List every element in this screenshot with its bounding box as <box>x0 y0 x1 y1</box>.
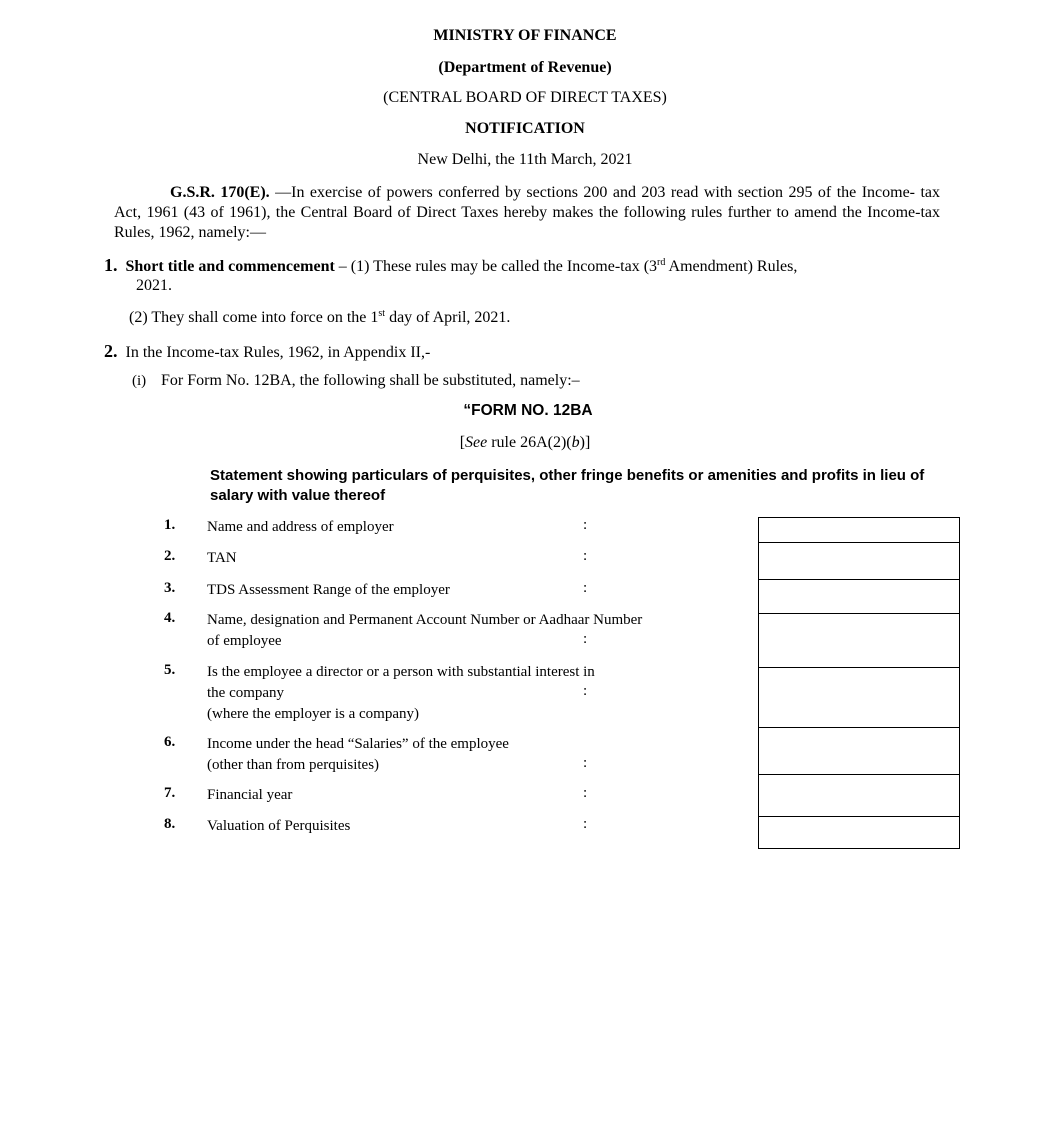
form-item-label-line: Income under the head “Salaries” of the employee <box>207 736 509 752</box>
form-statement: Statement showing particulars of perquisites, other fringe benefits or amenities and profits in lieu of salary with value thereof <box>210 467 925 504</box>
form-item-number: 5. <box>164 662 176 678</box>
form-item-label-line: the company <box>207 685 285 701</box>
form-item-label-line: Is the employee a director or a person with substantial interest in <box>207 664 595 680</box>
form-item-label-line: TDS Assessment Range of the employer <box>207 582 450 598</box>
clause-2 <box>104 341 430 362</box>
value-box-employee <box>758 613 960 668</box>
intro-paragraph <box>114 183 940 243</box>
value-box-employer <box>758 517 960 543</box>
form-rule-reference: [See rule 26A(2)(b)] <box>459 434 591 451</box>
clause-1-subclause-2 <box>129 309 510 327</box>
clause-2-text: In the Income-tax Rules, 1962, in Appendix II,- <box>125 344 431 361</box>
value-box-tan <box>758 542 960 580</box>
form-item-colon: : <box>583 683 588 699</box>
form-item-label-line: TAN <box>207 550 237 566</box>
value-box-salary-income <box>758 727 960 775</box>
form-item-colon: : <box>583 755 588 771</box>
form-item-label <box>207 662 595 725</box>
intro-text: —In exercise of powers conferred by sections 200 and 203 read with section 295 of the Income- tax Act, 1961 (43 of 1961), the Central Board of Direct Taxes hereby makes the following rules further to amend the Income-tax Rules, 1962, namely:— <box>114 184 941 241</box>
sub2-sup: st <box>378 308 386 319</box>
gsr-number: G.S.R. 170(E). <box>170 184 270 201</box>
form-item-colon: : <box>583 517 588 533</box>
value-box-perquisites <box>758 816 960 849</box>
value-box-tds-range <box>758 579 960 614</box>
form-item-label-line: Name, designation and Permanent Account Number or Aadhaar Number <box>207 612 643 628</box>
form-item-number: 3. <box>164 580 176 596</box>
form-item-label <box>207 548 237 569</box>
clause-1-number: 1. <box>104 255 118 275</box>
board-heading: (CENTRAL BOARD OF DIRECT TAXES) <box>383 89 667 106</box>
value-box-financial-year <box>758 774 960 817</box>
form-item-number: 2. <box>164 548 176 564</box>
subclause-i-text: For Form No. 12BA, the following shall be substituted, namely:– <box>161 372 580 389</box>
form-item-colon: : <box>583 785 588 801</box>
value-box-director <box>758 667 960 728</box>
clause-1 <box>104 255 797 276</box>
ministry-heading: MINISTRY OF FINANCE <box>433 27 617 44</box>
sub2-text-b: day of April, 2021. <box>385 309 511 326</box>
form-title: “FORM NO. 12BA <box>463 402 593 419</box>
form-item-number: 8. <box>164 816 176 832</box>
form-item-number: 7. <box>164 785 176 801</box>
form-item-label-line: Valuation of Perquisites <box>207 818 351 834</box>
form-item-label <box>207 734 509 776</box>
form-item-number: 1. <box>164 517 176 533</box>
form-item-number: 6. <box>164 734 176 750</box>
form-item-colon: : <box>583 548 588 564</box>
form-item-colon: : <box>583 580 588 596</box>
form-item-label-line: Financial year <box>207 787 293 803</box>
rule-see: See <box>465 434 488 451</box>
form-item-number: 4. <box>164 610 176 626</box>
clause-1-text-a: – (1) These rules may be called the Income-tax (3 <box>334 258 658 275</box>
form-item-colon: : <box>583 816 588 832</box>
form-item-label <box>207 610 642 652</box>
clause-1-sup: rd <box>657 257 666 268</box>
form-item-label <box>207 785 292 806</box>
form-item-label-line: (where the employer is a company) <box>207 706 419 722</box>
department-heading: (Department of Revenue) <box>438 59 612 76</box>
clause-1-heading: Short title and commencement <box>125 258 335 275</box>
sub2-text-a: (2) They shall come into force on the 1 <box>129 309 379 326</box>
form-item-label-line: Name and address of employer <box>207 519 394 535</box>
subclause-i-number: (i) <box>132 373 147 389</box>
rule-clause-b: b <box>571 434 580 451</box>
form-item-colon: : <box>583 631 588 647</box>
form-item-label-line: of employee <box>207 633 282 649</box>
form-item-label <box>207 580 450 601</box>
place-date: New Delhi, the 11th March, 2021 <box>417 151 633 168</box>
clause-1-text-b: Amendment) Rules, <box>665 258 798 275</box>
clause-1-year: 2021. <box>136 277 172 294</box>
form-item-label <box>207 517 394 538</box>
form-item-label <box>207 816 350 837</box>
notification-heading: NOTIFICATION <box>465 120 585 137</box>
form-item-label-line: (other than from perquisites) <box>207 757 380 773</box>
clause-2-number: 2. <box>104 341 118 361</box>
